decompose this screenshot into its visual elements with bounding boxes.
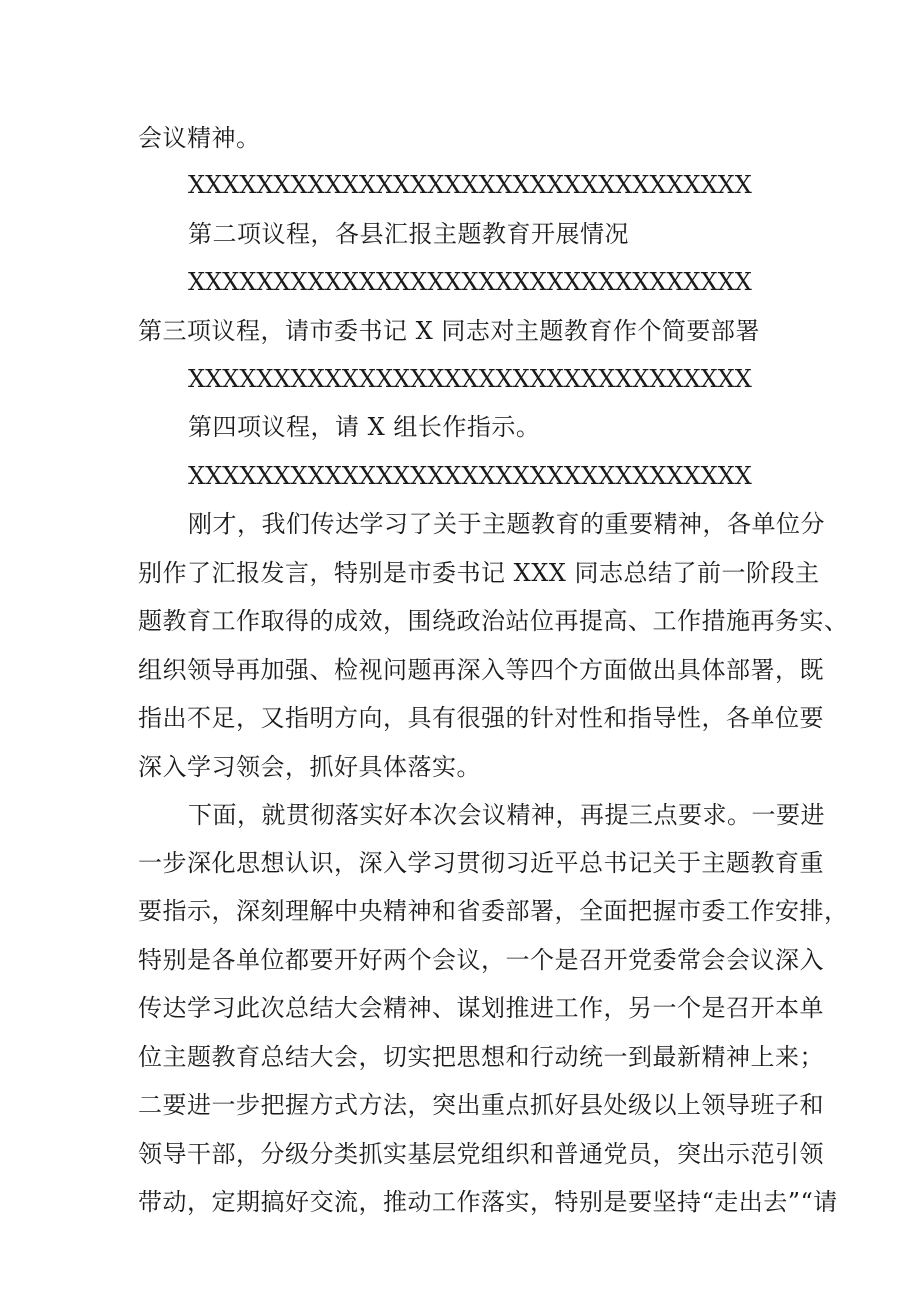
placeholder-line: XXXXXXXXXXXXXXXXXXXXXXXXXXXXXXXXX xyxy=(188,268,752,296)
paragraph-line: 一步深化思想认识，深入学习贯彻习近平总书记关于主题教育重 xyxy=(138,849,824,877)
placeholder-line: XXXXXXXXXXXXXXXXXXXXXXXXXXXXXXXXX xyxy=(188,171,752,199)
paragraph-line: 深入学习领会，抓好具体落实。 xyxy=(138,753,481,781)
paragraph-line: 刚才，我们传达学习了关于主题教育的重要精神，各单位分 xyxy=(188,510,825,538)
paragraph-line: 领导干部，分级分类抓实基层党组织和普通党员，突出示范引领 xyxy=(138,1140,824,1168)
paragraph-line: 下面，就贯彻落实好本次会议精神，再提三点要求。一要进 xyxy=(188,801,825,829)
placeholder-line: XXXXXXXXXXXXXXXXXXXXXXXXXXXXXXXXX xyxy=(188,365,752,393)
paragraph-line: 指出不足，又指明方向，具有很强的针对性和指导性，各单位要 xyxy=(138,704,824,732)
paragraph-line: 带动，定期搞好交流，推动工作落实，特别是要坚持“走出去”“请 xyxy=(138,1188,838,1216)
paragraph-line: 二要进一步把握方式方法，突出重点抓好县处级以上领导班子和 xyxy=(138,1091,824,1119)
paragraph-line: 别作了汇报发言，特别是市委书记 XXX 同志总结了前一阶段主 xyxy=(138,559,820,587)
placeholder-line: XXXXXXXXXXXXXXXXXXXXXXXXXXXXXXXXX xyxy=(188,462,752,490)
agenda-item-3: 第三项议程，请市委书记 X 同志对主题教育作个简要部署 xyxy=(138,317,760,345)
paragraph-line: 题教育工作取得的成效，围绕政治站位再提高、工作措施再务实、 xyxy=(138,607,849,635)
paragraph-line: 传达学习此次总结大会精神、谋划推进工作，另一个是召开本单 xyxy=(138,994,824,1022)
paragraph-line: 要指示，深刻理解中央精神和省委部署，全面把握市委工作安排， xyxy=(138,897,849,925)
agenda-item-4: 第四项议程，请 X 组长作指示。 xyxy=(188,413,541,441)
paragraph-line: 组织领导再加强、检视问题再深入等四个方面做出具体部署，既 xyxy=(138,656,824,684)
paragraph-line: 位主题教育总结大会，切实把思想和行动统一到最新精神上来； xyxy=(138,1043,824,1071)
text-line: 会议精神。 xyxy=(138,124,261,152)
agenda-item-2: 第二项议程，各县汇报主题教育开展情况 xyxy=(188,220,629,248)
paragraph-line: 特别是各单位都要开好两个会议，一个是召开党委常会会议深入 xyxy=(138,946,824,974)
